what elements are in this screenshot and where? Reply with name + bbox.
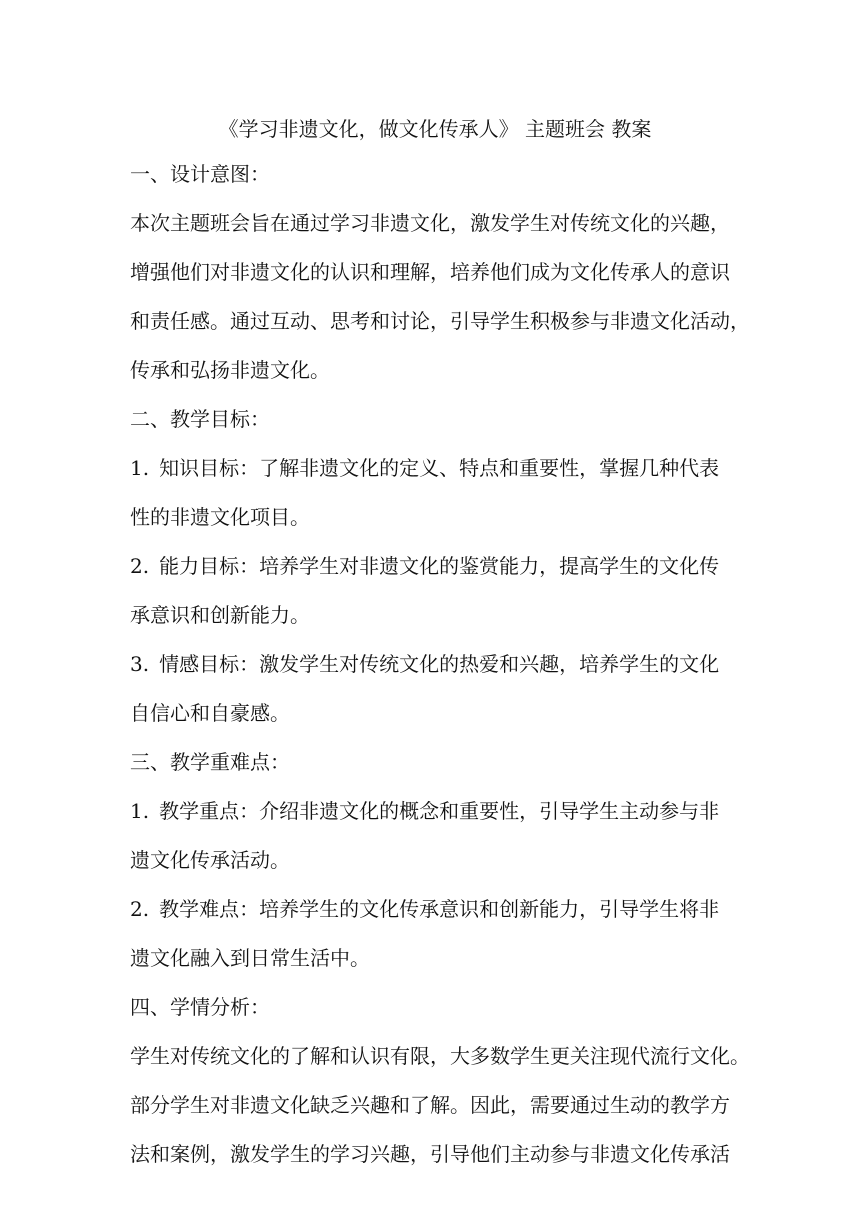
goal-item-text: 情感目标：激发学生对传统文化的热爱和兴趣，培养学生的文化 bbox=[159, 652, 720, 676]
goal-item bbox=[130, 644, 740, 733]
section-heading-design-intent: 一、设计意图： bbox=[130, 162, 270, 186]
key-point-continuation: 遗文化传承活动。 bbox=[130, 848, 290, 872]
key-point-continuation: 遗文化融入到日常生活中。 bbox=[130, 946, 370, 970]
paragraph-line: 本次主题班会旨在通过学习非遗文化，激发学生对传统文化的兴趣， bbox=[130, 211, 730, 235]
section-heading-goals: 二、教学目标： bbox=[130, 407, 270, 431]
paragraph-line: 学生对传统文化的了解和认识有限，大多数学生更关注现代流行文化。 bbox=[130, 1044, 750, 1068]
list-number: 2. bbox=[130, 897, 150, 921]
paragraph-line: 部分学生对非遗文化缺乏兴趣和了解。因此，需要通过生动的教学方 bbox=[130, 1093, 730, 1117]
design-intent-paragraph bbox=[130, 203, 750, 390]
goal-item-continuation: 性的非遗文化项目。 bbox=[130, 505, 310, 529]
key-point-item bbox=[130, 889, 740, 978]
list-number: 2. bbox=[130, 554, 150, 578]
analysis-paragraph bbox=[130, 1036, 750, 1174]
goal-item bbox=[130, 448, 740, 537]
paragraph-line: 法和案例，激发学生的学习兴趣，引导他们主动参与非遗文化传承活 bbox=[130, 1142, 730, 1166]
goal-item-text: 能力目标：培养学生对非遗文化的鉴赏能力，提高学生的文化传 bbox=[159, 554, 720, 578]
goal-item-line bbox=[130, 448, 740, 488]
goal-item-text: 知识目标：了解非遗文化的定义、特点和重要性，掌握几种代表 bbox=[159, 456, 720, 480]
goal-item-continuation: 承意识和创新能力。 bbox=[130, 603, 310, 627]
goal-item-line bbox=[130, 546, 740, 586]
key-point-item bbox=[130, 791, 740, 880]
paragraph-line: 和责任感。通过互动、思考和讨论，引导学生积极参与非遗文化活动， bbox=[130, 309, 750, 333]
paragraph-line: 增强他们对非遗文化的认识和理解，培养他们成为文化传承人的意识 bbox=[130, 260, 730, 284]
section-heading-analysis: 四、学情分析： bbox=[130, 995, 270, 1019]
list-number: 1. bbox=[130, 799, 150, 823]
document-body bbox=[130, 154, 750, 1183]
list-number: 1. bbox=[130, 456, 150, 480]
goal-item-continuation: 自信心和自豪感。 bbox=[130, 701, 290, 725]
key-point-text: 教学难点：培养学生的文化传承意识和创新能力，引导学生将非 bbox=[159, 897, 720, 921]
goal-item bbox=[130, 546, 740, 635]
list-number: 3. bbox=[130, 652, 150, 676]
goal-item-line bbox=[130, 644, 740, 684]
key-point-line bbox=[130, 889, 740, 929]
key-point-line bbox=[130, 791, 740, 831]
paragraph-line: 传承和弘扬非遗文化。 bbox=[130, 358, 330, 382]
key-point-text: 教学重点：介绍非遗文化的概念和重要性，引导学生主动参与非 bbox=[159, 799, 720, 823]
document-title: 《学习非遗文化，做文化传承人》 主题班会 教案 bbox=[218, 117, 652, 141]
section-heading-key-points: 三、教学重难点： bbox=[130, 750, 290, 774]
